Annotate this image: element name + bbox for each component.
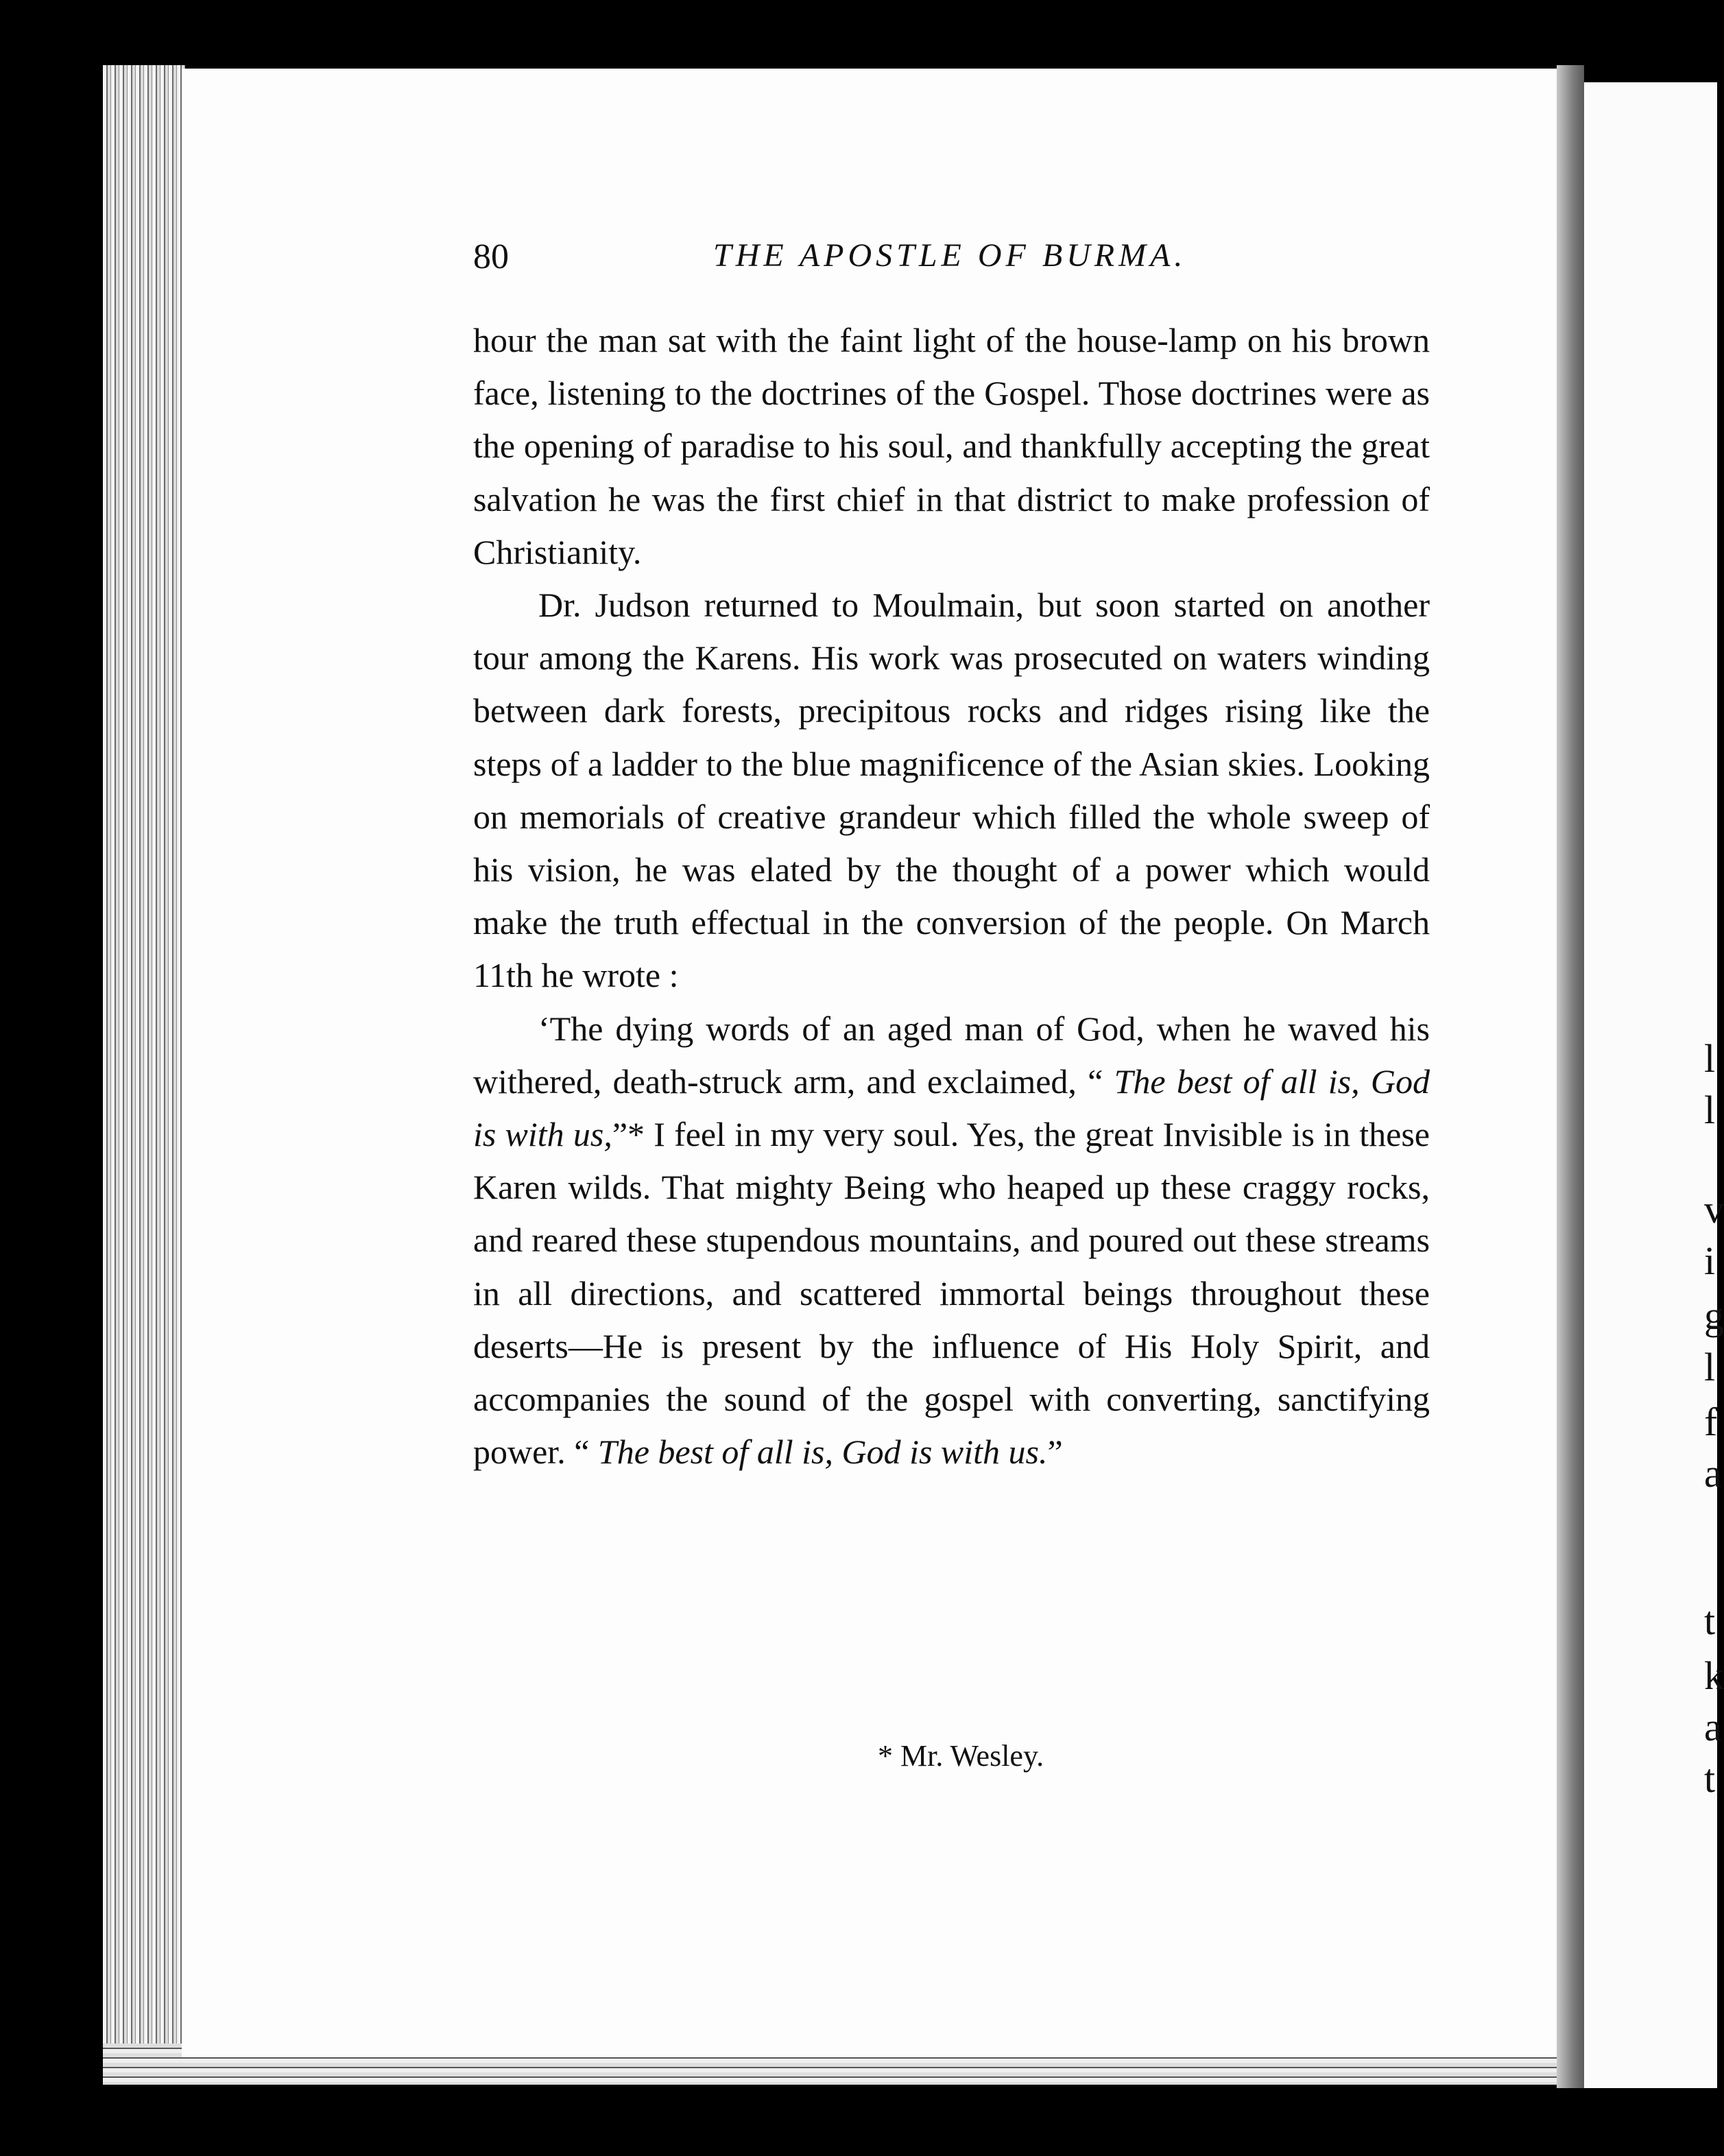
facing-page-fragment: t	[1704, 1598, 1716, 1643]
facing-page-fragment: l	[1704, 1345, 1716, 1389]
italic-quote: The best of all is, God is with us,	[473, 1062, 1430, 1154]
quotation-text: ”* I feel in my very soul. Yes, the great Invisible is in these Karen wilds. That mighty Being who heaped up these craggy rocks, and reared these stupendous mountains, and poured out these streams in all directions, and scattered immortal beings throughout these deserts—He is present by the influence of His Holy Spirit, and accompanies the sound of the gospel with converting, sanctifying power. “	[473, 1115, 1430, 1472]
footnote: * Mr. Wesley.	[878, 1739, 1044, 1773]
book-page-edges	[103, 65, 185, 2047]
facing-page-fragment: l	[1704, 1036, 1716, 1081]
page-number: 80	[473, 237, 509, 276]
facing-page-fragment: v	[1704, 1187, 1724, 1232]
facing-page-fragment: a	[1704, 1705, 1722, 1749]
facing-page-fragment: f	[1704, 1400, 1718, 1444]
quotation-text: ‘The dying words of an aged man of God, when he waved his withered, death-struck arm, and exclaimed, “	[473, 1009, 1430, 1101]
facing-page-fragment: k	[1704, 1653, 1724, 1698]
facing-page	[1584, 82, 1724, 2088]
body-text	[473, 314, 1430, 1478]
facing-page-fragment: g	[1704, 1293, 1724, 1338]
quotation-paragraph	[473, 1003, 1430, 1479]
running-head: THE APOSTLE OF BURMA.	[713, 237, 1187, 274]
gutter-shadow	[1557, 65, 1584, 2088]
paragraph: Dr. Judson returned to Moulmain, but soon started on another tour among the Karens. His work was prosecuted on waters winding between dark forests, precipitous rocks and ridges rising like the steps of a ladder to the blue magnificence of the Asian skies. Looking on memorials of creative grandeur which filled the whole sweep of his vision, he was elated by the thought of a power which would make the truth effectual in the conversion of the people. On March 11th he wrote :	[473, 586, 1430, 995]
page-header	[473, 237, 1420, 291]
facing-page-fragment: a	[1704, 1451, 1722, 1496]
quotation-text: ”	[1047, 1433, 1063, 1472]
facing-page-fragment: t	[1704, 1756, 1716, 1801]
italic-quote: The best of all is, God is with us.	[597, 1433, 1048, 1472]
paragraph: hour the man sat with the faint light of the house-lamp on his brown face, listening to the doctrines of the Gospel. Those doctrines were as the opening of paradise to his soul, and thankfully accepting the great salvation he was the first chief in that district to make profession of Christianity.	[473, 321, 1430, 571]
facing-page-fragment: i	[1704, 1238, 1716, 1283]
facing-page-fragment: l	[1704, 1088, 1716, 1132]
